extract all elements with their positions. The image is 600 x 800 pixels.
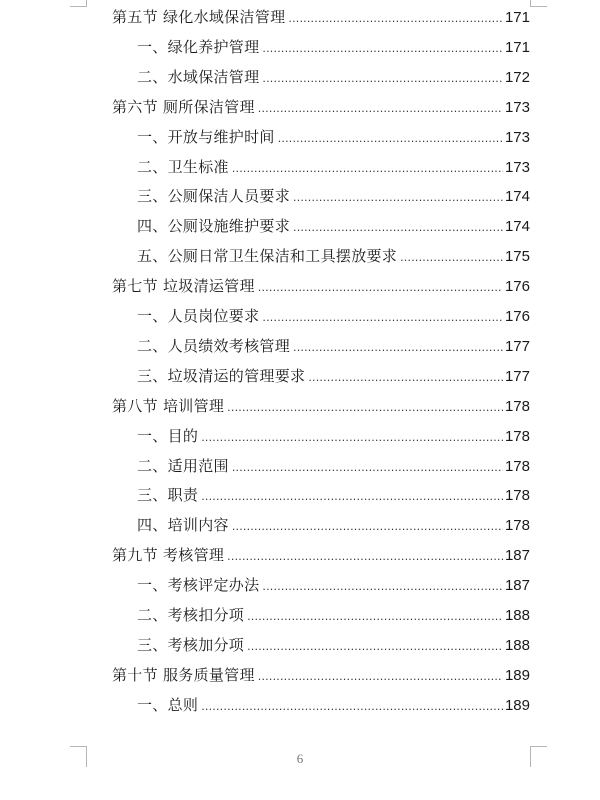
toc-entry-title: 第七节 垃圾清运管理 [112, 277, 255, 295]
toc-entry-title: 一、总则 [137, 696, 199, 714]
toc-dot-leader [232, 517, 503, 537]
toc-subsection-entry[interactable] [137, 605, 530, 625]
toc-subsection-entry[interactable] [137, 127, 530, 147]
toc-subsection-entry[interactable] [137, 515, 530, 535]
toc-page-number: 171 [504, 9, 530, 26]
toc-dot-leader [247, 607, 503, 627]
toc-entry-title: 三、垃圾清运的管理要求 [137, 367, 306, 385]
corner-mark-top-left [70, 0, 87, 7]
toc-subsection-entry[interactable] [137, 485, 530, 505]
toc-page-number: 172 [504, 69, 530, 86]
toc-entry-title: 三、考核加分项 [137, 636, 245, 654]
toc-entry-title: 五、公厕日常卫生保洁和工具摆放要求 [137, 247, 398, 265]
toc-entry-title: 第六节 厕所保洁管理 [112, 98, 255, 116]
toc-entry-title: 二、卫生标准 [137, 158, 229, 176]
toc-dot-leader [293, 218, 503, 238]
toc-subsection-entry[interactable] [137, 366, 530, 386]
toc-subsection-entry[interactable] [137, 37, 530, 57]
toc-subsection-entry[interactable] [137, 635, 530, 655]
toc-dot-leader [232, 159, 503, 179]
toc-page-number: 188 [504, 637, 530, 654]
toc-page-number: 189 [504, 697, 530, 714]
toc-page-number: 178 [504, 398, 530, 415]
toc-page-number: 177 [504, 368, 530, 385]
toc-page-number: 174 [504, 218, 530, 235]
toc-subsection-entry[interactable] [137, 456, 530, 476]
toc-entry-title: 二、人员绩效考核管理 [137, 337, 291, 355]
toc-page-number: 189 [504, 667, 530, 684]
toc-page-number: 173 [504, 99, 530, 116]
toc-subsection-entry[interactable] [137, 186, 530, 206]
toc-page-number: 178 [504, 517, 530, 534]
toc-entry-title: 二、适用范围 [137, 457, 229, 475]
toc-page-number: 177 [504, 338, 530, 355]
toc-dot-leader [201, 428, 503, 448]
toc-subsection-entry[interactable] [137, 575, 530, 595]
toc-section-entry[interactable] [112, 276, 530, 296]
toc-page-number: 188 [504, 607, 530, 624]
toc-dot-leader [288, 9, 503, 29]
toc-subsection-entry[interactable] [137, 306, 530, 326]
toc-entry-title: 一、开放与维护时间 [137, 128, 275, 146]
toc-dot-leader [262, 308, 503, 328]
toc-entry-title: 一、人员岗位要求 [137, 307, 260, 325]
toc-entry-title: 三、公厕保洁人员要求 [137, 187, 291, 205]
toc-dot-leader [262, 69, 503, 89]
toc-dot-leader [308, 368, 503, 388]
toc-page-number: 173 [504, 159, 530, 176]
corner-mark-top-right [530, 0, 547, 7]
toc-subsection-entry[interactable] [137, 695, 530, 715]
toc-dot-leader [293, 338, 503, 358]
toc-entry-title: 二、水域保洁管理 [137, 68, 260, 86]
toc-subsection-entry[interactable] [137, 67, 530, 87]
toc-dot-leader [258, 667, 503, 687]
toc-section-entry[interactable] [112, 545, 530, 565]
toc-dot-leader [278, 129, 503, 149]
toc-dot-leader [201, 697, 503, 717]
toc-section-entry[interactable] [112, 7, 530, 27]
toc-page-number: 176 [504, 308, 530, 325]
toc-subsection-entry[interactable] [137, 246, 530, 266]
toc-entry-title: 四、培训内容 [137, 516, 229, 534]
toc-subsection-entry[interactable] [137, 216, 530, 236]
toc-subsection-entry[interactable] [137, 426, 530, 446]
toc-page-number: 176 [504, 278, 530, 295]
toc-entry-title: 二、考核扣分项 [137, 606, 245, 624]
toc-section-entry[interactable] [112, 97, 530, 117]
toc-dot-leader [400, 248, 503, 268]
toc-entry-title: 一、绿化养护管理 [137, 38, 260, 56]
toc-section-entry[interactable] [112, 665, 530, 685]
toc-page-number: 187 [504, 547, 530, 564]
toc-page-number: 173 [504, 129, 530, 146]
toc-dot-leader [227, 398, 503, 418]
toc-dot-leader [262, 39, 503, 59]
toc-page-number: 178 [504, 487, 530, 504]
toc-dot-leader [258, 99, 503, 119]
toc-entry-title: 一、考核评定办法 [137, 576, 260, 594]
toc-entry-title: 第五节 绿化水域保洁管理 [112, 8, 286, 26]
toc-entry-title: 三、职责 [137, 486, 199, 504]
toc-subsection-entry[interactable] [137, 336, 530, 356]
toc-dot-leader [247, 637, 503, 657]
toc-page-number: 178 [504, 428, 530, 445]
toc-dot-leader [232, 458, 503, 478]
toc-page-number: 174 [504, 188, 530, 205]
toc-entry-title: 第十节 服务质量管理 [112, 666, 255, 684]
toc-page-number: 178 [504, 458, 530, 475]
toc-entry-title: 一、目的 [137, 427, 199, 445]
toc-page-number: 175 [504, 248, 530, 265]
toc-dot-leader [293, 188, 503, 208]
toc-entry-title: 第八节 培训管理 [112, 397, 225, 415]
toc-page-number: 187 [504, 577, 530, 594]
toc-subsection-entry[interactable] [137, 157, 530, 177]
toc-page-number: 171 [504, 39, 530, 56]
toc-dot-leader [227, 547, 503, 567]
toc-dot-leader [258, 278, 503, 298]
toc-entry-title: 四、公厕设施维护要求 [137, 217, 291, 235]
toc-section-entry[interactable] [112, 396, 530, 416]
toc-dot-leader [201, 487, 503, 507]
toc-dot-leader [262, 577, 503, 597]
page-number: 6 [296, 751, 304, 766]
toc-entry-title: 第九节 考核管理 [112, 546, 225, 564]
